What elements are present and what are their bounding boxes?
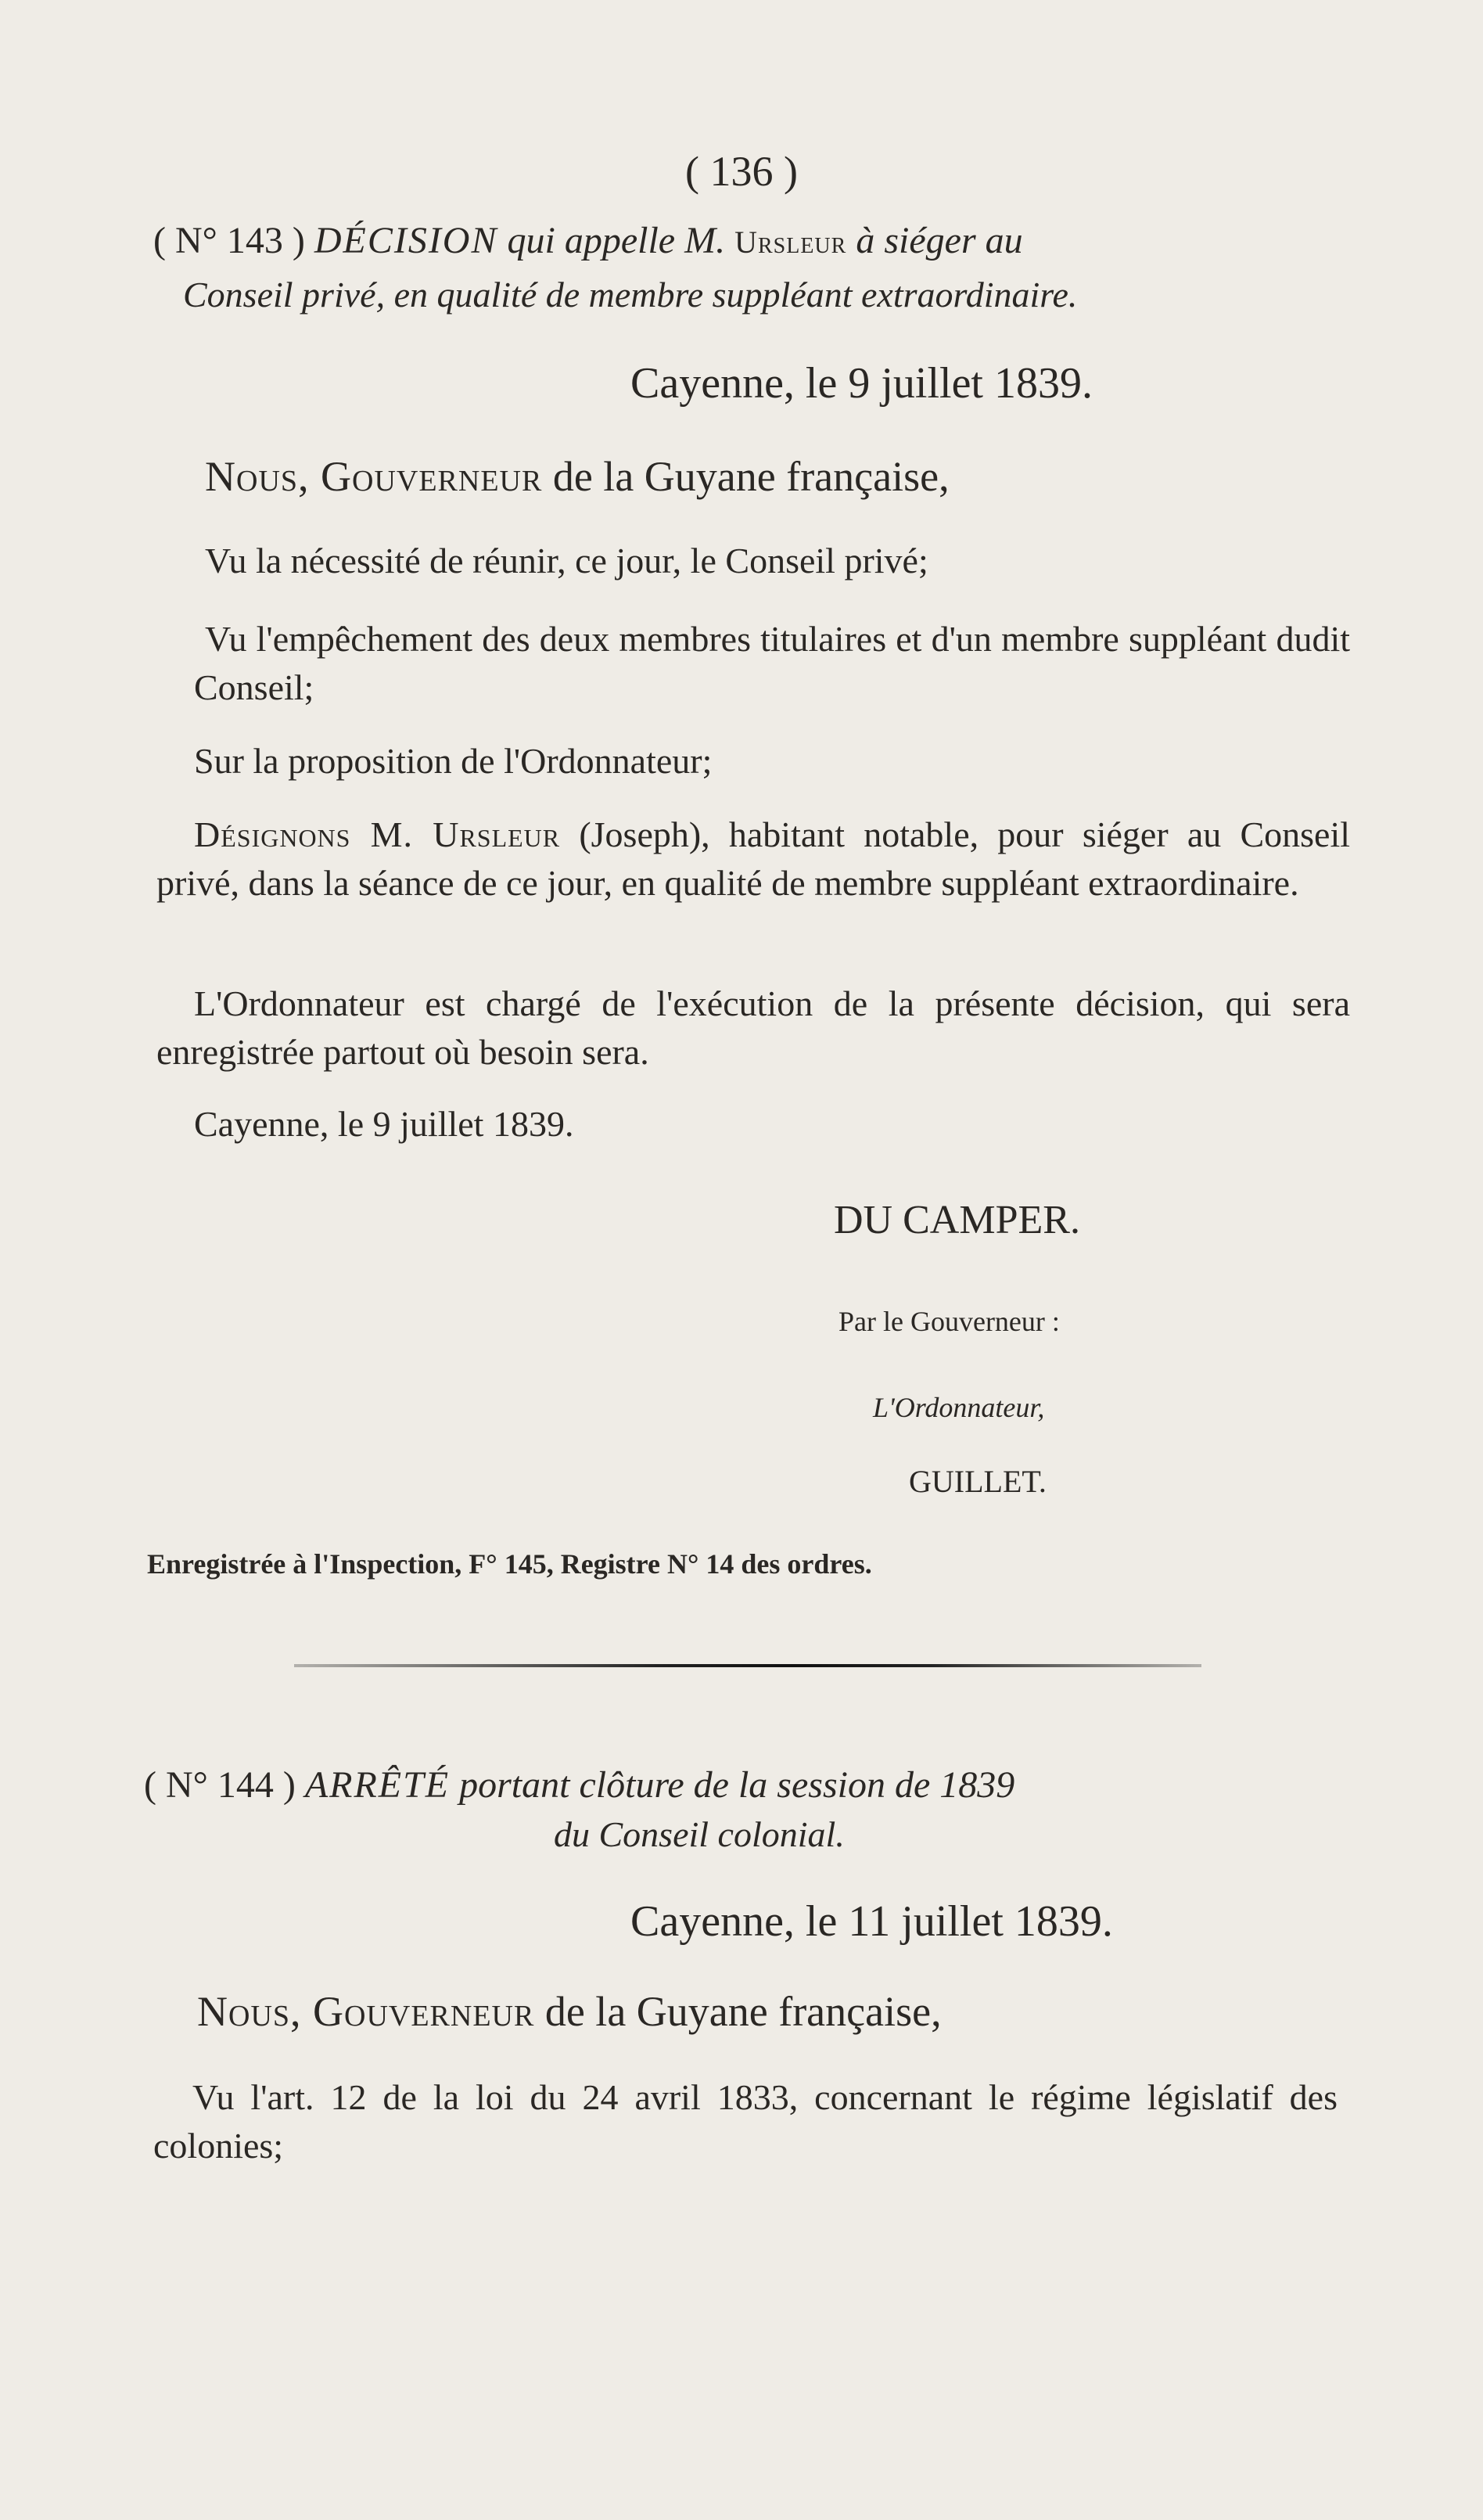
signature-guillet: GUILLET. bbox=[909, 1464, 1047, 1499]
nous-gouverneur: Nous, Gouverneur bbox=[205, 453, 543, 500]
nous-rest: de la Guyane française, bbox=[552, 453, 950, 500]
decision-paragraph-2: Vu l'empêchement des deux membres titulaires et d'un membre suppléant dudit Conseil; bbox=[194, 619, 1350, 707]
arrete-heading-text: portant clôture de la session de 1839 bbox=[459, 1764, 1015, 1806]
section-divider bbox=[294, 1664, 1201, 1667]
par-le-gouverneur: Par le Gouverneur : bbox=[838, 1306, 1060, 1337]
l-ordonnateur: L'Ordonnateur, bbox=[873, 1392, 1045, 1423]
decision-143-heading-line1 bbox=[153, 219, 1023, 262]
decision-heading-text-2: à siéger au bbox=[856, 220, 1023, 261]
decision-kind: DÉCISION bbox=[314, 220, 498, 261]
arrete-nous-line bbox=[197, 1987, 942, 2036]
decision-nous-line bbox=[205, 452, 950, 501]
arrete-nous-gouverneur: Nous, Gouverneur bbox=[197, 1988, 535, 2035]
decision-heading-text: qui appelle M. bbox=[507, 220, 726, 261]
page-number: ( 136 ) bbox=[685, 148, 798, 195]
designons-lead: Désignons M. Ursleur bbox=[194, 814, 561, 854]
decision-date-2: Cayenne, le 9 juillet 1839. bbox=[194, 1104, 574, 1144]
decision-heading-name: Ursleur bbox=[734, 225, 847, 260]
decision-date: Cayenne, le 9 juillet 1839. bbox=[630, 359, 1093, 408]
arrete-144-heading-line1 bbox=[144, 1763, 1014, 1806]
arrete-144-heading-line2: du Conseil colonial. bbox=[554, 1814, 845, 1854]
arrete-date: Cayenne, le 11 juillet 1839. bbox=[630, 1897, 1113, 1946]
decision-number: ( N° 143 ) bbox=[153, 220, 305, 261]
decision-143-heading-line2: Conseil privé, en qualité de membre suppléant extraordinaire. bbox=[183, 275, 1078, 315]
decision-paragraph-1: Vu la nécessité de réunir, ce jour, le Conseil privé; bbox=[205, 541, 928, 581]
decision-paragraph-5: L'Ordonnateur est chargé de l'exécution de la présente décision, qui sera enregistrée partout où besoin sera. bbox=[156, 983, 1350, 1072]
decision-paragraph-4 bbox=[156, 811, 1350, 908]
signature-du-camper: DU CAMPER. bbox=[834, 1198, 1080, 1242]
arrete-kind: ARRÊTÉ bbox=[304, 1764, 451, 1806]
arrete-number: ( N° 144 ) bbox=[144, 1764, 296, 1806]
registration-note: Enregistrée à l'Inspection, F° 145, Registre N° 14 des ordres. bbox=[147, 1548, 872, 1580]
designons-text: (Joseph), habitant notable, pour siéger au Conseil privé, dans la séance de ce jour, en qualité de membre suppléant extraordinaire. bbox=[156, 814, 1350, 903]
arrete-nous-rest: de la Guyane française, bbox=[544, 1988, 942, 2035]
decision-paragraph-3: Sur la proposition de l'Ordonnateur; bbox=[194, 741, 713, 781]
arrete-paragraph-1: Vu l'art. 12 de la loi du 24 avril 1833, concernant le régime législatif des colonies; bbox=[153, 2077, 1338, 2166]
